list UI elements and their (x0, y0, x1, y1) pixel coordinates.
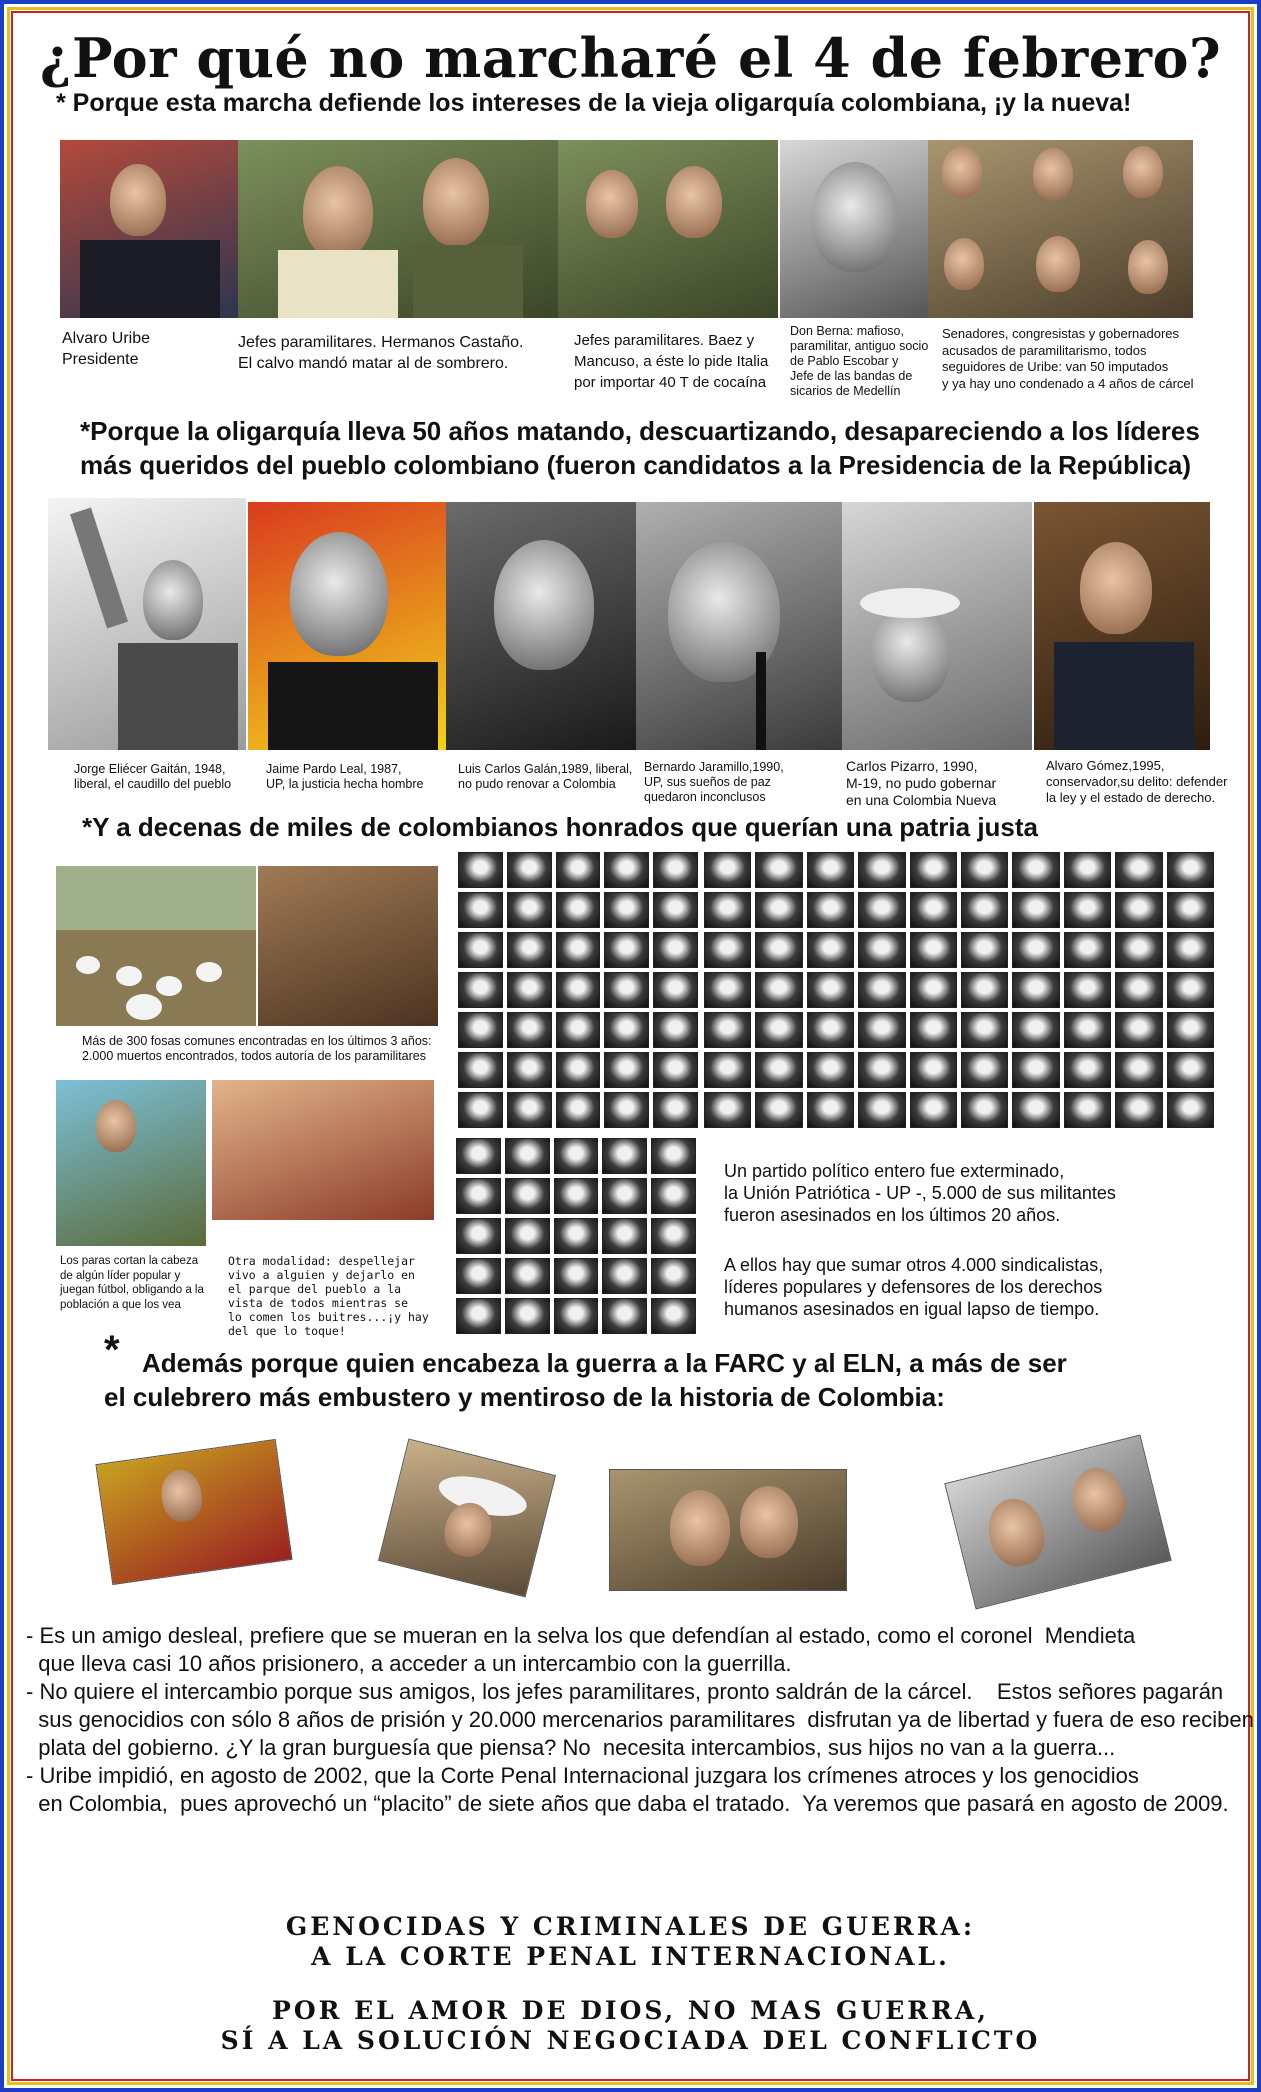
mugshot-photo (1064, 1092, 1111, 1128)
photo-baez-mancuso (558, 140, 778, 318)
mugshot-photo (505, 1138, 550, 1174)
mugshot-photo (1064, 1052, 1111, 1088)
mugshot-photo (651, 1298, 696, 1334)
mugshot-photo (807, 972, 854, 1008)
photo-paras-forensic (56, 1080, 206, 1246)
mugshot-photo (910, 1012, 957, 1048)
caption-galan: Luis Carlos Galán,1989, liberal, no pudo renovar a Colombia (458, 762, 633, 791)
mugshot-photo (653, 1012, 698, 1048)
mugshot-photo (858, 932, 905, 968)
argument-line: plata del gobierno. ¿Y la gran burguesía que piensa? No necesita intercambios, sus hijos no van a la guerra... (26, 1735, 1116, 1760)
mugshot-photo (505, 1298, 550, 1334)
mugshot-photo (807, 1012, 854, 1048)
mugshot-photo (858, 852, 905, 888)
mugshot-photo (653, 852, 698, 888)
caption-gomez: Alvaro Gómez,1995, conservador,su delito: defender la ley y el estado de derecho. (1046, 758, 1228, 805)
mugshot-photo (456, 1178, 501, 1214)
mugshot-photo (755, 1052, 802, 1088)
mugshot-photo (458, 932, 503, 968)
mugshot-photo (858, 1052, 905, 1088)
mugshot-photo (505, 1258, 550, 1294)
mugshot-photo (554, 1218, 599, 1254)
mugshot-photo (458, 852, 503, 888)
mugshot-photo (961, 852, 1008, 888)
mugshot-photo (505, 1178, 550, 1214)
mugshot-photo (604, 852, 649, 888)
mugshot-photo (1115, 892, 1162, 928)
mugshot-photo (807, 892, 854, 928)
photo-fosas-bags (56, 866, 256, 1026)
photo-galan (446, 502, 636, 750)
mugshot-photo (507, 1052, 552, 1088)
mugshot-photo (858, 972, 905, 1008)
photo-gaitan (48, 498, 246, 750)
mugshot-photo (858, 892, 905, 928)
mugshot-photo (507, 932, 552, 968)
caption-fosas: Más de 300 fosas comunes encontradas en los últimos 3 años: 2.000 muertos encontrados, todos autoría de los paramilitares (82, 1034, 432, 1063)
mugshot-photo (1115, 972, 1162, 1008)
mugshot-photo (653, 932, 698, 968)
mugshot-photo (755, 852, 802, 888)
mugshot-photo (1064, 972, 1111, 1008)
mugshot-photo (507, 1092, 552, 1128)
mugshot-photo (1012, 932, 1059, 968)
mugshot-photo (604, 1092, 649, 1128)
mugshot-photo (556, 1052, 601, 1088)
photo-senators-collage (928, 140, 1193, 318)
mugshot-photo (1012, 852, 1059, 888)
mugshot-photo (1012, 1052, 1059, 1088)
caption-pizarro: Carlos Pizarro, 1990, M-19, no pudo gobernar en una Colombia Nueva (846, 758, 997, 808)
mugshot-photo (1012, 1012, 1059, 1048)
mugshot-photo (456, 1138, 501, 1174)
mugshot-photo (458, 972, 503, 1008)
mugshot-photo (807, 1092, 854, 1128)
mugshot-photo (507, 852, 552, 888)
mugshot-photo (910, 1052, 957, 1088)
mugshot-photo (556, 852, 601, 888)
mugshot-photo (507, 892, 552, 928)
mugshot-photo (1167, 972, 1214, 1008)
mugshot-photo (653, 892, 698, 928)
mugshot-photo (704, 892, 751, 928)
mugshot-photo (910, 1092, 957, 1128)
mugshot-photo (910, 972, 957, 1008)
footer-line-3: POR EL AMOR DE DIOS, NO MAS GUERRA, (272, 1996, 989, 2025)
mugshot-photo (961, 932, 1008, 968)
mugshot-photo (458, 1012, 503, 1048)
mugshot-photo (704, 1012, 751, 1048)
mugshot-photo (458, 1092, 503, 1128)
footer-line-4: SÍ A LA SOLUCIÓN NEGOCIADA DEL CONFLICTO (220, 2026, 1041, 2055)
mugshot-photo (1167, 1052, 1214, 1088)
mugshot-photo (456, 1218, 501, 1254)
mugshot-photo (651, 1218, 696, 1254)
mugshot-photo (858, 1092, 905, 1128)
mugshot-photo (961, 1052, 1008, 1088)
mugshot-photo (704, 972, 751, 1008)
photo-buitres (212, 1080, 434, 1220)
mugshot-photo (556, 892, 601, 928)
mugshot-photo (554, 1138, 599, 1174)
sindical-text: A ellos hay que sumar otros 4.000 sindicalistas, líderes populares y defensores de los derechos humanos asesinados en igual lapso de tiempo. (724, 1255, 1104, 1319)
mugshot-photo (507, 972, 552, 1008)
photo-pizarro (842, 502, 1032, 750)
mugshot-photo (755, 892, 802, 928)
mugshot-photo (602, 1218, 647, 1254)
section4-star: * (104, 1328, 120, 1372)
mugshot-photo (1012, 1092, 1059, 1128)
caption-don-berna: Don Berna: mafioso, paramilitar, antiguo socio de Pablo Escobar y Jefe de las bandas de sicarios de Medellín (790, 324, 929, 398)
mugshot-photo (1115, 852, 1162, 888)
caption-paras: Los paras cortan la cabeza de algún líder popular y juegan fútbol, obligando a la población a que los vea (60, 1255, 204, 1311)
mugshot-photo (704, 1052, 751, 1088)
up-text: Un partido político entero fue exterminado, la Unión Patriótica - UP -, 5.000 de sus militantes fueron asesinados en los últimos 20 años. (724, 1161, 1116, 1225)
mugshot-photo (653, 1092, 698, 1128)
mugshot-photo (1167, 852, 1214, 888)
photo-don-berna (780, 140, 928, 318)
mugshot-photo (556, 932, 601, 968)
section1-heading: * Porque esta marcha defiende los intereses de la vieja oligarquía colombiana, ¡y la nueva! (56, 89, 1132, 117)
photo-uribe (60, 140, 238, 318)
mugshot-photo (456, 1258, 501, 1294)
mugshot-photo (458, 1052, 503, 1088)
photo-gomez (1034, 502, 1210, 750)
caption-buitres: Otra modalidad: despellejar vivo a alguien y dejarlo en el parque del pueblo a la vista de todos mientras se lo comen los buitres...¡y hay del que lo toque! (228, 1254, 429, 1338)
mugshot-photo (807, 932, 854, 968)
section4-heading: Además porque quien encabeza la guerra a la FARC y al ELN, a más de ser el culebrero más embustero y mentiroso de la historia de Colombia: (104, 1348, 1067, 1412)
mugshot-photo (604, 1052, 649, 1088)
page-title: ¿Por qué no marcharé el 4 de febrero? (39, 26, 1222, 90)
mugshot-photo (602, 1298, 647, 1334)
mugshot-photo (1064, 932, 1111, 968)
photo-castano-brothers (238, 140, 558, 318)
photo-pardo-leal (248, 502, 448, 750)
mugshot-photo (704, 1092, 751, 1128)
caption-baez-mancuso: Jefes paramilitares. Baez y Mancuso, a éste lo pide Italia por importar 40 T de cocaína (574, 332, 769, 391)
mugshot-photo (1115, 1012, 1162, 1048)
mugshot-photo (961, 1012, 1008, 1048)
mugshot-photo (1115, 932, 1162, 968)
mugshot-photo (556, 972, 601, 1008)
mugshot-photo (755, 972, 802, 1008)
argument-list (26, 1622, 1254, 1818)
mugshot-photo (910, 932, 957, 968)
mugshot-photo (651, 1258, 696, 1294)
mugshot-photo (1012, 972, 1059, 1008)
mugshot-photo (554, 1298, 599, 1334)
footer-line-2: A LA CORTE PENAL INTERNACIONAL. (311, 1942, 950, 1971)
photo-jaramillo (636, 502, 842, 750)
mugshot-photo (458, 892, 503, 928)
mugshot-photo (858, 1012, 905, 1048)
mugshot-photo (556, 1012, 601, 1048)
mugshot-photo (602, 1258, 647, 1294)
mugshot-photo (910, 892, 957, 928)
section3-heading: *Y a decenas de miles de colombianos honrados que querían una patria justa (82, 812, 1039, 842)
mugshot-photo (505, 1218, 550, 1254)
mugshot-photo (704, 932, 751, 968)
mugshot-photo (651, 1178, 696, 1214)
argument-line: que lleva casi 10 años prisionero, a acceder a un intercambio con la guerrilla. (26, 1651, 792, 1676)
photo-fosa-remains (258, 866, 438, 1026)
mugshot-photo (755, 932, 802, 968)
mugshot-photo (604, 892, 649, 928)
argument-line: - No quiere el intercambio porque sus amigos, los jefes paramilitares, pronto saldrán de la cárcel. Estos señores pagarán (26, 1679, 1224, 1704)
mugshot-grid-bottom (456, 1138, 696, 1334)
mugshot-photo (602, 1138, 647, 1174)
photo-uribe-embrace (610, 1470, 846, 1590)
caption-senators: Senadores, congresistas y gobernadores acusados de paramilitarismo, todos seguidores de Uribe: van 50 imputados y ya hay uno condenado a 4 años de cárcel (942, 326, 1194, 391)
caption-jaramillo: Bernardo Jaramillo,1990, UP, sus sueños de paz quedaron inconclusos (644, 760, 784, 804)
photo-uribe-speech (97, 1440, 292, 1584)
mugshot-photo (1115, 1092, 1162, 1128)
mugshot-photo (961, 972, 1008, 1008)
mugshot-photo (1012, 892, 1059, 928)
mugshot-photo (910, 852, 957, 888)
mugshot-photo (1064, 892, 1111, 928)
mugshot-photo (807, 852, 854, 888)
mugshot-photo (755, 1012, 802, 1048)
mugshot-photo (602, 1178, 647, 1214)
mugshot-grid-right (704, 852, 1214, 1128)
mugshot-photo (651, 1138, 696, 1174)
footer-line-1: GENOCIDAS Y CRIMINALES DE GUERRA: (285, 1912, 976, 1941)
mugshot-photo (554, 1258, 599, 1294)
section2-heading: *Porque la oligarquía lleva 50 años matando, descuartizando, desapareciendo a los líderes más queridos del pueblo colombiano (fueron candidatos a la Presidencia de la República) (80, 416, 1200, 480)
argument-line: - Uribe impidió, en agosto de 2002, que la Corte Penal Internacional juzgara los crímenes atroces y los genocidios (26, 1763, 1139, 1788)
mugshot-photo (556, 1092, 601, 1128)
mugshot-photo (456, 1298, 501, 1334)
mugshot-photo (1064, 852, 1111, 888)
mugshot-photo (704, 852, 751, 888)
caption-gaitan: Jorge Eliécer Gaitán, 1948, liberal, el caudillo del pueblo (74, 762, 232, 791)
mugshot-photo (653, 1052, 698, 1088)
argument-line: en Colombia, pues aprovechó un “placito” de siete años que daba el tratado. Ya veremos que pasará en agosto de 2009. (26, 1791, 1229, 1816)
mugshot-photo (961, 892, 1008, 928)
mugshot-photo (1064, 1012, 1111, 1048)
mugshot-photo (1167, 1012, 1214, 1048)
mugshot-photo (507, 1012, 552, 1048)
caption-pardo-leal: Jaime Pardo Leal, 1987, UP, la justicia hecha hombre (266, 762, 424, 791)
mugshot-photo (1167, 892, 1214, 928)
argument-line: sus genocidios con sólo 8 años de prisión y 20.000 mercenarios paramilitares disfrutan ya de libertad y fuera de eso reciben (26, 1707, 1254, 1732)
mugshot-photo (1167, 932, 1214, 968)
caption-uribe: Alvaro Uribe Presidente (62, 330, 151, 368)
mugshot-photo (604, 972, 649, 1008)
caption-castano: Jefes paramilitares. Hermanos Castaño. El calvo mandó matar al de sombrero. (238, 334, 524, 372)
mugshot-photo (961, 1092, 1008, 1128)
mugshot-photo (755, 1092, 802, 1128)
mugshot-photo (807, 1052, 854, 1088)
mugshot-photo (604, 932, 649, 968)
mugshot-photo (604, 1012, 649, 1048)
mugshot-photo (1167, 1092, 1214, 1128)
argument-line: - Es un amigo desleal, prefiere que se mueran en la selva los que defendían al estado, como el coronel Mendieta (26, 1623, 1136, 1648)
mugshot-grid-left (458, 852, 698, 1128)
mugshot-photo (653, 972, 698, 1008)
mugshot-photo (554, 1178, 599, 1214)
mugshot-photo (1115, 1052, 1162, 1088)
